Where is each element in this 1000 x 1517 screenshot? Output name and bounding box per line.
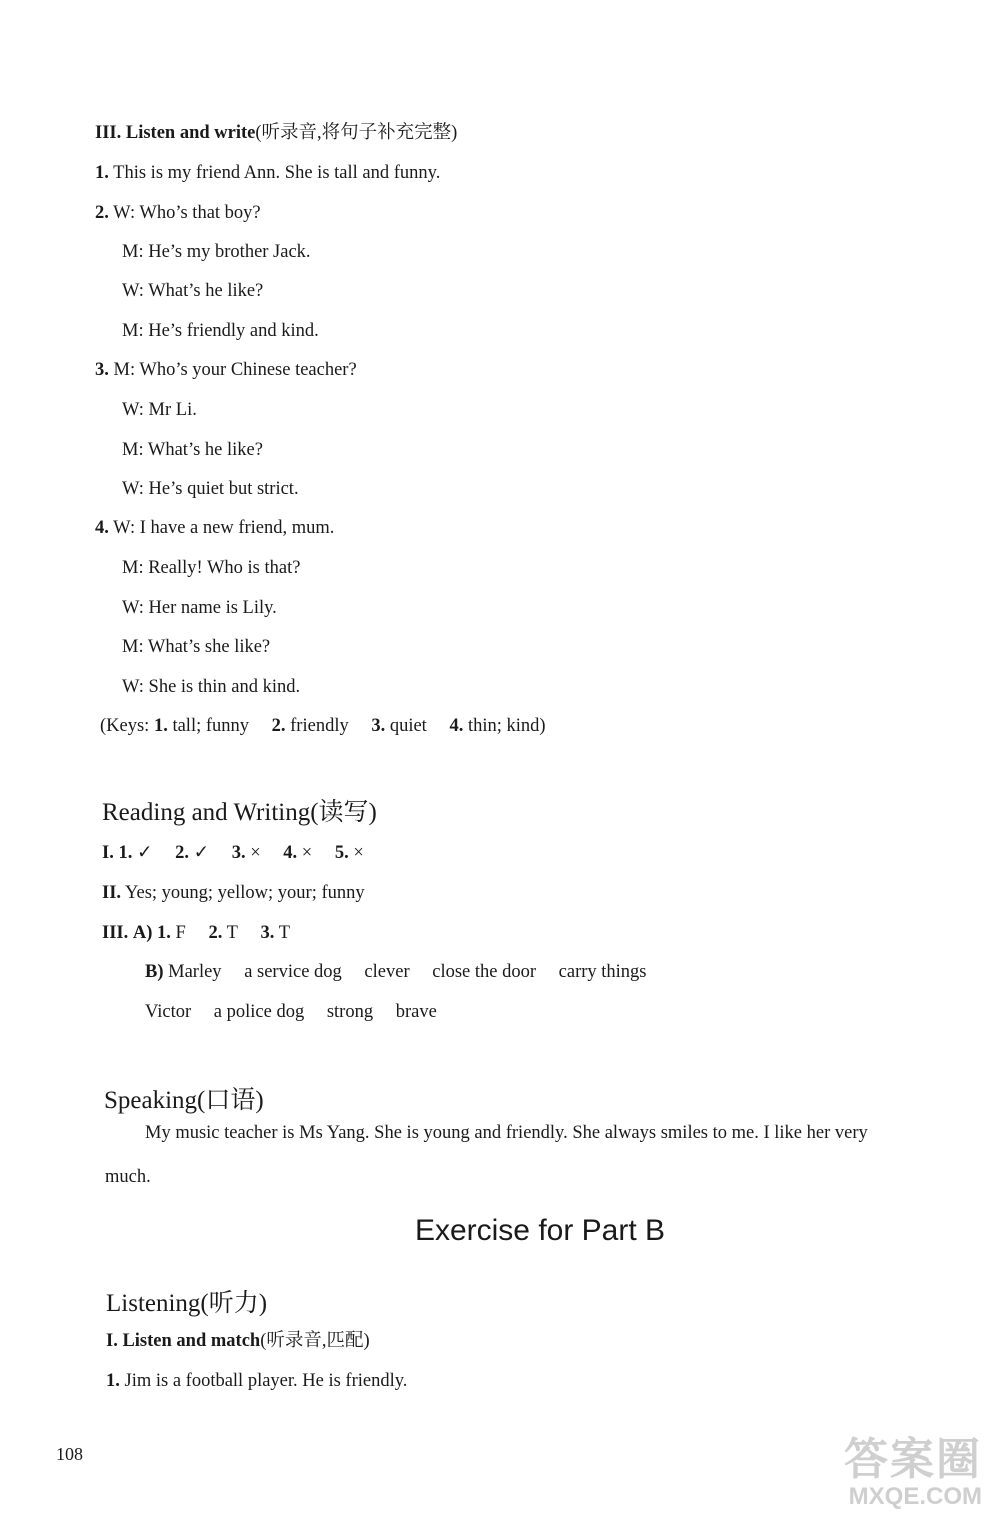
key-answer: thin; kind) xyxy=(467,716,546,736)
watermark xyxy=(844,1423,982,1511)
question-4 xyxy=(95,517,334,539)
table-cell: a service dog xyxy=(244,962,342,982)
speaking-text: much. xyxy=(105,1167,151,1187)
watermark-logo: 答案圈 xyxy=(844,1435,982,1484)
table-cell: carry things xyxy=(558,962,647,982)
question-text: Jim is a football player. He is friendly. xyxy=(124,1371,408,1391)
key-number: 3. xyxy=(371,716,386,736)
rw-section-2 xyxy=(102,882,365,904)
item-number: 5. xyxy=(334,843,349,863)
item-number: 2. xyxy=(208,923,223,943)
item-answer: F xyxy=(175,923,186,943)
dialogue-line: W: What’s he like? xyxy=(122,281,264,301)
section-note: (听录音,匹配) xyxy=(260,1331,370,1351)
section-note: (听录音,将句子补充完整) xyxy=(255,123,458,143)
table-cell: Marley xyxy=(168,962,222,982)
table-cell: Victor xyxy=(145,1002,192,1022)
watermark-url: MXQE.COM xyxy=(848,1483,982,1510)
rw-section-3 xyxy=(102,922,290,944)
dialogue-line: M: What’s she like? xyxy=(122,637,271,657)
item-number: 3. xyxy=(260,923,275,943)
page-number: 108 xyxy=(56,1444,83,1464)
part-b-row xyxy=(145,961,647,983)
part-a-label: A) xyxy=(132,923,153,943)
question-number: 1. xyxy=(106,1371,120,1391)
dialogue-line: M: He’s friendly and kind. xyxy=(122,321,319,341)
answer-keys xyxy=(100,715,546,737)
table-cell: strong xyxy=(326,1002,374,1022)
section-heading xyxy=(106,1330,370,1352)
item-answer: T xyxy=(278,923,291,943)
question-3 xyxy=(95,359,357,381)
key-number: 1. xyxy=(153,716,168,736)
section-number: II. xyxy=(102,883,122,903)
item-answer: ✓ xyxy=(193,843,210,863)
dialogue-line: W: She is thin and kind. xyxy=(122,677,301,697)
section-number: I. xyxy=(106,1331,118,1351)
keys-label: (Keys: xyxy=(100,716,150,736)
speaking-text: My music teacher is Ms Yang. She is young and friendly. She always smiles to me. I like her very xyxy=(145,1123,868,1143)
item-answer: × xyxy=(353,843,364,863)
section-title: Listen and match xyxy=(122,1331,261,1351)
question-1 xyxy=(106,1370,407,1392)
question-text: This is my friend Ann. She is tall and funny. xyxy=(113,163,441,183)
part-b-row xyxy=(145,1001,437,1023)
section-answer: Yes; young; yellow; your; funny xyxy=(124,883,365,903)
dialogue-line: M: Who’s your Chinese teacher? xyxy=(113,360,357,380)
section-title: Listen and write xyxy=(125,123,256,143)
item-number: 1. xyxy=(157,923,171,943)
table-cell: brave xyxy=(395,1002,437,1022)
key-number: 2. xyxy=(271,716,286,736)
dialogue-line: M: He’s my brother Jack. xyxy=(122,242,311,262)
rw-section-1 xyxy=(102,842,364,864)
table-cell: close the door xyxy=(432,962,537,982)
item-answer: × xyxy=(250,843,261,863)
question-1 xyxy=(95,162,440,184)
question-number: 4. xyxy=(95,518,109,538)
key-answer: quiet xyxy=(389,716,427,736)
key-number: 4. xyxy=(449,716,464,736)
dialogue-line: W: Her name is Lily. xyxy=(122,598,277,618)
item-answer: × xyxy=(301,843,313,863)
item-number: 4. xyxy=(283,843,298,863)
question-number: 3. xyxy=(95,360,109,380)
table-cell: a police dog xyxy=(213,1002,305,1022)
dialogue-line: W: I have a new friend, mum. xyxy=(113,518,335,538)
speaking-heading: Speaking(口语) xyxy=(104,1087,264,1114)
dialogue-line: W: Who’s that boy? xyxy=(113,203,261,223)
dialogue-line: W: Mr Li. xyxy=(122,400,197,420)
part-b-label: B) xyxy=(145,962,164,982)
key-answer: friendly xyxy=(290,716,349,736)
section-heading xyxy=(95,122,457,144)
dialogue-line: W: He’s quiet but strict. xyxy=(122,479,299,499)
dialogue-line: M: Really! Who is that? xyxy=(122,558,301,578)
section-number: III. xyxy=(95,123,122,143)
table-cell: clever xyxy=(364,962,410,982)
reading-writing-heading: Reading and Writing(读写) xyxy=(102,799,377,826)
exercise-title: Exercise for Part B xyxy=(414,1214,666,1247)
dialogue-line: M: What’s he like? xyxy=(122,440,263,460)
item-number: 2. xyxy=(175,843,189,863)
item-answer: T xyxy=(226,923,238,943)
section-number: I. xyxy=(102,843,114,863)
section-number: III. xyxy=(102,923,129,943)
listening-heading: Listening(听力) xyxy=(106,1290,268,1317)
question-2 xyxy=(95,202,261,224)
question-number: 1. xyxy=(95,163,109,183)
item-number: 1. xyxy=(118,843,133,863)
item-answer: ✓ xyxy=(136,843,153,863)
question-number: 2. xyxy=(95,203,109,223)
item-number: 3. xyxy=(231,843,246,863)
key-answer: tall; funny xyxy=(172,716,250,736)
